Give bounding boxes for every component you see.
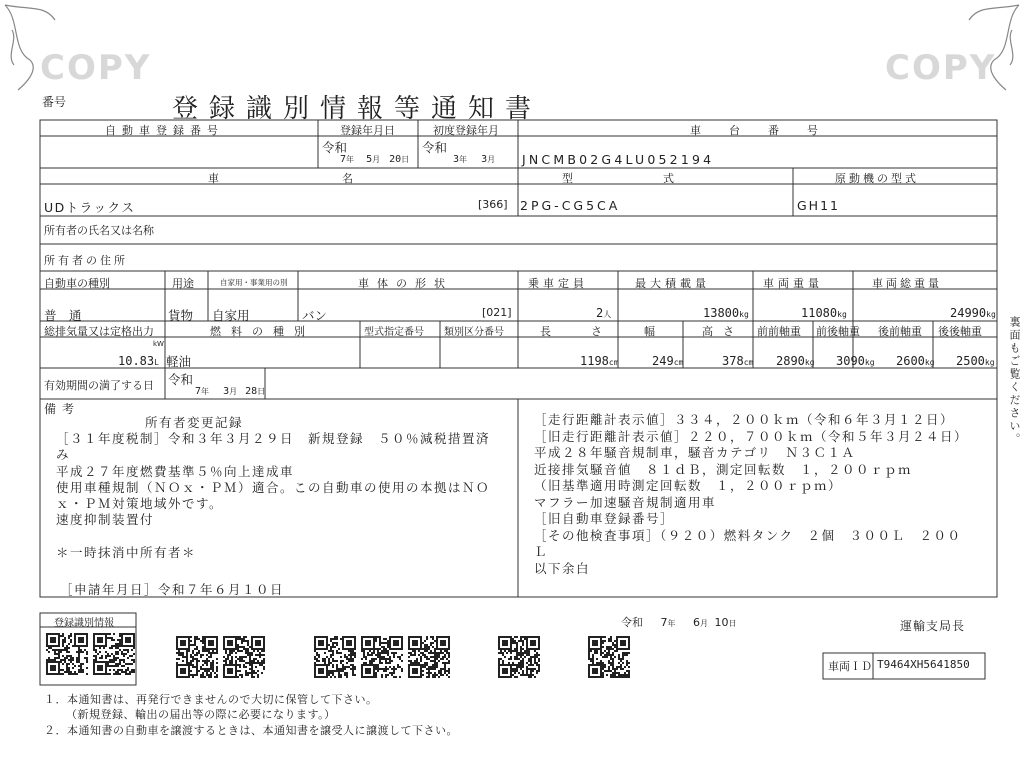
- qr-code: [588, 636, 630, 678]
- note-2: ２．本通知書の自動車を譲渡するときは、本通知書を譲受人に譲渡して下さい。: [44, 724, 458, 737]
- use: 貨物: [168, 308, 194, 323]
- label-private-business: 自家用・事業用の別: [220, 278, 288, 287]
- label-displacement: 総排気量又は定格出力: [44, 325, 154, 338]
- label-gross-weight: 車両総重量: [872, 277, 942, 290]
- label-reg-info: 登録識別情報: [54, 618, 114, 629]
- label-fuel: 燃料の種別: [210, 325, 315, 338]
- remarks_left-line: 平成２７年度燃費基準５％向上達成車: [56, 463, 295, 479]
- reg-year: 7: [340, 154, 347, 165]
- qr-code: [176, 636, 218, 678]
- label-engine-model: 原動機の型式: [835, 172, 919, 185]
- issue-month: 6: [693, 616, 700, 629]
- gross-weight: 24990: [950, 306, 987, 320]
- rf-axle: 2600: [896, 354, 925, 368]
- remarks_left-line: ［３１年度税制］令和３年３月２９日 新規登録 ５０％減税措置済: [56, 431, 491, 447]
- remarks_right-line: 近接排気騒音値 ８１ｄＢ，測定回転数 １，２００ｒｐｍ: [534, 461, 913, 477]
- issue-year: 7: [660, 616, 668, 629]
- copy-watermark-right: COPY: [885, 48, 997, 88]
- document-title: 登録識別情報等通知書: [172, 94, 543, 124]
- label-owner-name: 所有者の氏名又は名称: [44, 224, 154, 237]
- rr-axle: 2500: [956, 354, 985, 368]
- unit-cm-2: cm: [673, 358, 684, 367]
- unit-kg-1: kg: [739, 310, 749, 319]
- reg-day: 20: [389, 154, 402, 165]
- body-code: [021]: [482, 306, 512, 319]
- reg-era: 令和: [322, 140, 348, 155]
- displacement: 10.83: [118, 354, 155, 368]
- label-ff-axle: 前前軸重: [757, 325, 801, 338]
- label-length: 長さ: [540, 325, 642, 338]
- chassis-number: JNCMB02G4LU052194: [522, 152, 715, 167]
- label-type-designation: 型式指定番号: [364, 327, 424, 338]
- model: 2PG-CG5CA: [520, 198, 621, 213]
- label-vehicle-type: 自動車の種別: [44, 277, 110, 290]
- label-expiry: 有効期間の満了する日: [44, 379, 154, 392]
- remarks_right-line: ［旧自動車登録番号］: [534, 511, 675, 526]
- copy-watermark-left: COPY: [40, 48, 152, 88]
- unit-day-3: 日: [257, 387, 266, 396]
- label-fr-axle: 前後軸重: [816, 325, 860, 338]
- first-era: 令和: [422, 140, 448, 155]
- label-car-name-2: 名: [342, 172, 353, 185]
- unit-kg-7: kg: [984, 358, 995, 367]
- remarks_right-line: 平成２８年騒音規制車，騒音カテゴリ Ｎ３Ｃ１Ａ: [534, 445, 856, 460]
- unit-year-2: 年: [459, 155, 468, 164]
- note-1: １．本通知書は、再発行できませんので大切に保管して下さい。: [44, 693, 378, 706]
- side-note: 裏面もご覧ください。: [1008, 316, 1021, 446]
- unit-day-4: 日: [728, 619, 737, 628]
- fr-axle: 3090: [836, 354, 865, 368]
- expiry-year: 7: [195, 386, 202, 397]
- car-name: UDトラックス: [44, 200, 136, 215]
- unit-kw: kW: [153, 340, 164, 348]
- model-code: [366]: [478, 198, 508, 211]
- remarks_left-line: 使用車種規制（ＮＯｘ・ＰＭ）適合。この自動車の使用の本拠はＮＯ: [56, 479, 491, 495]
- first-month: 3: [481, 154, 488, 165]
- label-rf-axle: 後前軸重: [878, 325, 922, 338]
- unit-month: 月: [372, 155, 381, 164]
- unit-cm-3: cm: [743, 358, 754, 367]
- reg-month: 5: [366, 154, 373, 165]
- remarks_right-line: ［旧走行距離計表示値］２２０，７００ｋｍ（令和５年３月２４日）: [534, 428, 969, 444]
- remarks_left-line: ＊一時抹消中所有者＊: [56, 544, 197, 560]
- label-body-shape: 車体の形状: [358, 277, 453, 290]
- remarks_right-line: ［その他検査事項］（９２０）燃料タンク ２個 ３００Ｌ ２００: [534, 527, 962, 543]
- unit-kg-3: kg: [986, 310, 996, 319]
- remarks_left-line: み: [56, 447, 71, 463]
- label-remarks: 備考: [44, 402, 81, 416]
- first-year: 3: [453, 154, 460, 165]
- label-capacity: 乗車定員: [528, 277, 588, 290]
- vehicle-id: T9464XH5641850: [877, 658, 970, 671]
- capacity: 2: [596, 306, 604, 320]
- label-height: 高さ: [702, 325, 744, 338]
- label-use: 用途: [172, 277, 194, 290]
- qr-code: [93, 633, 135, 675]
- qr-code: [46, 633, 88, 675]
- label-car-name-1: 車: [208, 172, 219, 185]
- number-label: 番号: [42, 95, 67, 109]
- unit-liter: L: [154, 358, 159, 367]
- unit-year-3: 年: [201, 387, 210, 396]
- unit-year-4: 年: [667, 619, 676, 628]
- unit-kg-2: kg: [837, 310, 847, 319]
- remarks_left-line: ｘ・ＰＭ対策地域外です。: [56, 496, 224, 511]
- unit-kg-4: kg: [804, 358, 815, 367]
- remarks_left-line: ［申請年月日］令和７年６月１０日: [60, 582, 285, 597]
- issuer: 運輸支局長: [900, 619, 966, 633]
- fuel: 軽油: [166, 354, 192, 369]
- unit-year: 年: [346, 155, 355, 164]
- label-max-load: 最大積載量: [635, 277, 710, 290]
- label-first-registration: 初度登録年月: [433, 124, 499, 137]
- height: 378: [722, 354, 744, 368]
- label-vehicle-weight: 車両重量: [763, 277, 823, 290]
- vehicle-weight: 11080: [801, 306, 838, 320]
- engine-model: GH11: [797, 198, 840, 213]
- remarks_right-line: ［走行距離計表示値］３３４，２００ｋｍ（令和６年３月１２日）: [534, 412, 955, 427]
- label-registration-date: 登録年月日: [340, 124, 395, 137]
- vehicle-type: 普 通: [44, 308, 82, 323]
- issue-era: 令和: [621, 616, 643, 629]
- qr-code: [361, 636, 403, 678]
- unit-kg-6: kg: [924, 358, 935, 367]
- unit-month-2: 月: [487, 155, 496, 164]
- expiry-era: 令和: [168, 372, 194, 387]
- issue-day: 10: [714, 616, 729, 629]
- expiry-day: 28: [245, 386, 258, 397]
- unit-cm-1: cm: [608, 358, 619, 367]
- remarks_right-line: 以下余白: [534, 560, 591, 576]
- note-1b: （新規登録、輸出の届出等の際に必要になります。）: [66, 708, 336, 721]
- qr-code: [498, 636, 540, 678]
- label-width: 幅: [644, 325, 655, 338]
- width: 249: [652, 354, 674, 368]
- qr-code: [408, 636, 450, 678]
- body-shape: バン: [302, 308, 328, 323]
- label-model: 型式: [562, 172, 764, 185]
- expiry-month: 3: [223, 386, 230, 397]
- label-owner-address: 所有者の住所: [44, 254, 128, 267]
- unit-month-3: 月: [229, 387, 238, 396]
- remarks_left-line: 所有者変更記録: [145, 415, 244, 430]
- length: 1198: [580, 354, 609, 368]
- qr-code: [314, 636, 356, 678]
- max-load: 13800: [703, 306, 740, 320]
- unit-persons: 人: [603, 310, 612, 319]
- label-chassis-number: 車台番号: [690, 124, 846, 137]
- private-business: 自家用: [212, 308, 250, 323]
- qr-code: [223, 636, 265, 678]
- label-vehicle-id: 車両ＩＤ: [828, 660, 872, 673]
- label-rr-axle: 後後軸重: [938, 325, 982, 338]
- remarks_right-line: （旧基準適用時測定回転数 １，２００ｒｐｍ）: [534, 478, 843, 493]
- unit-day: 日: [401, 155, 410, 164]
- remarks_right-line: Ｌ: [534, 544, 549, 559]
- unit-kg-5: kg: [864, 358, 875, 367]
- unit-month-4: 月: [700, 619, 708, 628]
- remarks_left-line: 速度抑制装置付: [56, 512, 155, 528]
- label-category-number: 類別区分番号: [444, 327, 504, 338]
- ff-axle: 2890: [776, 354, 805, 368]
- remarks_right-line: マフラー加速騒音規制適用車: [534, 494, 717, 510]
- label-registration-number: 自動車登録番号: [105, 124, 224, 137]
